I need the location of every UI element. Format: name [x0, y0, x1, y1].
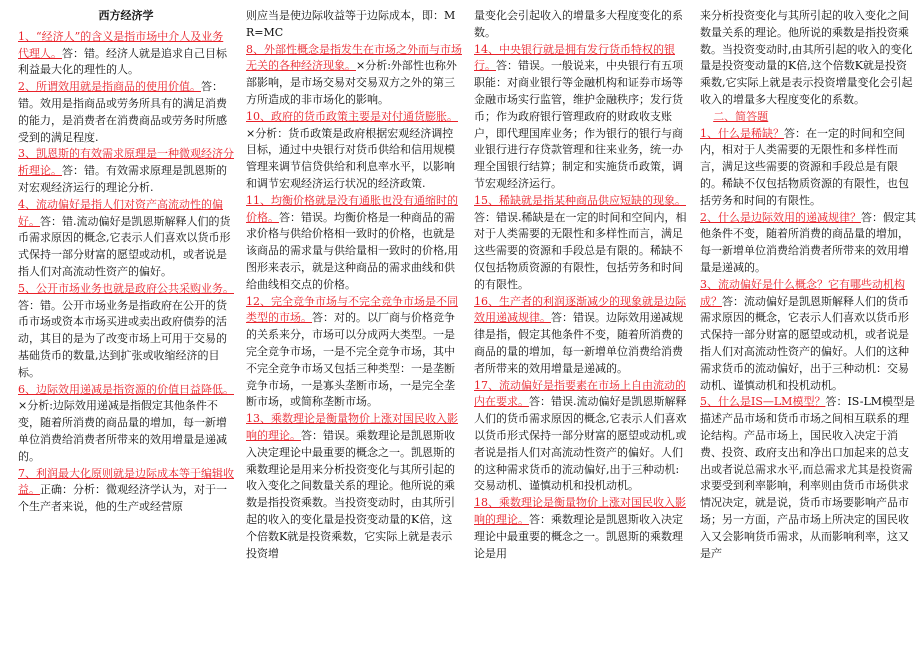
qa-paragraph: [18, 29, 234, 79]
column-3-body: [474, 8, 690, 562]
answer-text: 答：错。公开市场业务是指政府在公开的货币市场或资本市场买进或卖出政府债券的活动，其目的是为了改变市场上可用于交易的基础货币的数量,达到扩张或收缩经济的目标。: [18, 298, 227, 379]
question-text: 11、均衡价格就是没有通胀也没有通缩时的价格。: [246, 193, 458, 224]
question-text: 17、流动偏好是指要素在市场上自由流动的内在要求。: [474, 378, 686, 409]
qa-paragraph: [246, 42, 462, 109]
question-text: 3、凯恩斯的有效需求原理是一种微观经济分析理论。: [18, 147, 234, 178]
qa-paragraph: [18, 146, 234, 196]
answer-text: 答：错误.流动偏好是凯恩斯解释人们的货币需求原因的概念,它表示人们喜欢以货币形式保持一部分财富的愿望或动机,或者说是指人们对高流动性资产的偏好。人们的这种需求货币的流动偏好,出于三种动机:交易动机、谨慎动机和投机动机。: [474, 395, 687, 493]
column-1: [18, 8, 234, 648]
question-text: 6、边际效用递减是指资源的价值日益降低。: [18, 382, 234, 396]
qa-paragraph: [18, 281, 234, 382]
answer-text: 答：错.流动偏好是凯恩斯解释人们的货币需求原因的概念,它表示人们喜欢以货币形式保持一部分财富的愿望或动机，或者说是指人们对高流动性资产的偏好。: [18, 214, 231, 278]
qa-paragraph: [700, 394, 916, 562]
answer-text: 则应当是使边际收益等于边际成本，即：MR=MC: [246, 9, 456, 39]
answer-text: 答：错。经济人就是追求自己目标利益最大化的理性的人。: [18, 46, 227, 77]
answer-text: 答：假定其他条件不变，随着所消费的商品量的增加，每一新增单位消费给消费者所带来的效用增量是递减的。: [700, 210, 916, 274]
qa-paragraph: [474, 294, 690, 378]
answer-text: 答：错误。乘数理论是凯恩斯收入决定理论中最重要的概念之一。凯恩斯的乘数理论是用来分析投资变化与其所引起的收入变化之间数量关系的理论。他所说的乘数是指投资乘数。当投资变动时，由其所引起的收入的变化量是投资变动量的K倍，这个倍数K就是投资乘数，它实际上就是表示投资增: [246, 428, 455, 560]
section-heading: 二、简答题: [713, 109, 769, 123]
qa-paragraph: [246, 8, 462, 42]
question-text: 2、所谓效用就是指商品的使用价值。: [18, 80, 201, 94]
column-3: [474, 8, 690, 648]
question-text: 2、什么是边际效用的递减规律？: [700, 210, 861, 224]
answer-text: 答：流动偏好是凯恩斯解释人们的货币需求原因的概念，它表示人们喜欢以货币形式保持一部分财富的愿望或动机，或者说是指人们对高流动性资产的偏好。人们的这种需求货币的流动偏好，出于三种动机：交易动机、谨慎动机和投机动机。: [700, 294, 909, 392]
column-2-body: [246, 8, 462, 562]
qa-paragraph: [246, 193, 462, 294]
column-4-body: [700, 8, 916, 562]
answer-text: 量变化会引起收入的增量多大程度变化的系数。: [474, 9, 683, 39]
column-1-body: [18, 29, 234, 516]
qa-paragraph: [700, 109, 916, 126]
qa-paragraph: [246, 294, 462, 412]
answer-text: 答：错误.稀缺是在一定的时间和空间内，相对于人类需要的无限性和多样性而言，满足这些需要的资源和手段总是有限的。稀缺不仅包括物质资源的有限性，包括劳务和时间的有限性。: [474, 210, 687, 291]
answer-text: 答：IS-LM模型是描述产品市场和货币市场之间相互联系的理论结构。产品市场上，国民收入决定于消费、投资、政府支出和净出口加起来的总支出或者说总需求水平,而总需求尤其是投资需求要受到利率影响，利率则由货币市场供求情况决定，就是说，货币市场要影响产品市场；另一方面，产品市场上所决定的国民收入又会影响货币需求，从而影响利率，这又是产: [700, 395, 916, 560]
question-text: 7、利润最大化原则就是边际成本等于编辑收益。: [18, 466, 234, 497]
column-2: [246, 8, 462, 648]
answer-text: 答：错误。均衡价格是一种商品的需求价格与供给价格相一致时的价格，也就是该商品的需求量与供给量相一致时的价格,用图形来表示，就是这种商品的需求曲线和供给曲线相交点的价格。: [246, 210, 459, 291]
answer-text: 答：乘数理论是凯恩斯收入决定理论中最重要的概念之一。凯恩斯的乘数理论是用: [474, 512, 683, 560]
question-text: 12、完全竞争市场与不完全竞争市场是不同类型的市场。: [246, 294, 458, 325]
answer-text: ×分析:外部性也称外部影响，是市场交易对交易双方之外的第三方所造成的非市场化的影响。: [246, 59, 457, 106]
qa-paragraph: [246, 411, 462, 562]
question-text: 16、生产者的利润逐渐减少的现象就是边际效用递减规律。: [474, 294, 686, 325]
qa-paragraph: [18, 382, 234, 466]
qa-paragraph: [474, 193, 690, 294]
qa-paragraph: [246, 109, 462, 193]
qa-paragraph: [700, 277, 916, 395]
answer-text: 答：对的。以厂商与价格竞争的关系来分，市场可以分成两大类型。一是完全竞争市场，一是不完全竞争市场，其中不完全竞争市场又包括三种类型：一是垄断竞争市场，一是寡头垄断市场，一是完全垄断市场，或简称垄断市场。: [246, 311, 455, 409]
qa-paragraph: [700, 126, 916, 210]
answer-text: 答：错误。一般说来，中央银行有五项职能：对商业银行等金融机构和证券市场等金融市场实行监管，维护金融秩序；发行货币；作为政府银行管理政府的财政收支账户，即代理国库业务；作为银行的银行与商业银行进行存贷款管理和往来业务，统一办理全国银行结算；制定和实施货币政策，调节宏观经济运行。: [474, 59, 683, 190]
question-text: 15、稀缺就是指某种商品供应短缺的现象。: [474, 193, 686, 207]
answer-text: 答：在一定的时间和空间内，相对于人类需要的无限性和多样性而言，满足这些需要的资源和手段总是有限的。稀缺不仅包括物质资源的有限性，也包括劳务和时间的有限性。: [700, 126, 909, 207]
answer-text: 正确：分析：微观经济学认为，对于一个生产者来说，他的生产或经营原: [18, 483, 227, 514]
qa-paragraph: [700, 210, 916, 277]
qa-paragraph: [18, 79, 234, 146]
qa-paragraph: [700, 8, 916, 109]
question-text: 18、乘数理论是衡量物价上涨对国民收入影响的理论。: [474, 496, 686, 526]
qa-paragraph: [18, 197, 234, 281]
answer-text: 答：错。效用是指商品或劳务所具有的满足消费的能力，是消费者在消费商品或劳务时所感受到的满足程度.: [18, 80, 227, 144]
question-text: 8、外部性概念是指发生在市场之外而与市场无关的各种经济现象。: [246, 42, 462, 73]
answer-text: ×分析:边际效用递减是指假定其他条件不变，随着所消费的商品量的增加，每一新增单位消费给消费者所带来的效用增量是递减的。: [18, 399, 227, 463]
qa-paragraph: [474, 8, 690, 42]
column-4: [700, 8, 916, 648]
answer-text: 答：错误。边际效用递减规律是指，假定其他条件不变，随着所消费的商品的量的增加，每一新增单位消费给消费者所带来的效用增量是递减的。: [474, 311, 683, 375]
question-text: 4、流动偏好是指人们对资产高流动性的偏好。: [18, 197, 223, 228]
qa-paragraph: [474, 42, 690, 193]
answer-text: 来分析投资变化与其所引起的收入变化之间数量关系的理论。他所说的乘数是指投资乘数。当投资变动时,由其所引起的收入的变化量是投资变动量的K倍,这个倍数K就是投资乘数,它实际上就是表示投资增量变化会引起收入的增量多大程度变化的系数。: [700, 9, 913, 106]
question-text: 1、什么是稀缺？: [700, 126, 784, 140]
question-text: 13、乘数理论是衡量物价上涨对国民收入影响的理论。: [246, 412, 458, 442]
question-text: 10、政府的货币政策主要是对付通货膨胀。: [246, 109, 458, 123]
question-text: 3、流动偏好是什么概念？它有哪些动机构成？: [700, 277, 905, 308]
qa-paragraph: [474, 495, 690, 562]
question-text: 5、公开市场业务也就是政府公共采购业务。: [18, 281, 234, 295]
answer-text: 答：错。有效需求原理是凯恩斯的对宏观经济运行的理论分析.: [18, 164, 227, 194]
qa-paragraph: [474, 378, 690, 496]
document-title: 西方经济学: [98, 9, 154, 22]
question-text: 1、“经济人”的含义是指市场中介人及业务代理人。: [18, 29, 224, 60]
answer-text: ×分析：货币政策是政府根据宏观经济调控目标，通过中央银行对货币供给和信用规模管理来调节信贷供给和利息率水平，以影响和调节宏观经济运行状况的经济政策.: [246, 126, 455, 190]
question-text: 5、什么是IS—LM模型？: [700, 395, 826, 409]
question-text: 14、中央银行就是拥有发行货币特权的银行。: [474, 42, 675, 73]
qa-paragraph: [18, 466, 234, 516]
